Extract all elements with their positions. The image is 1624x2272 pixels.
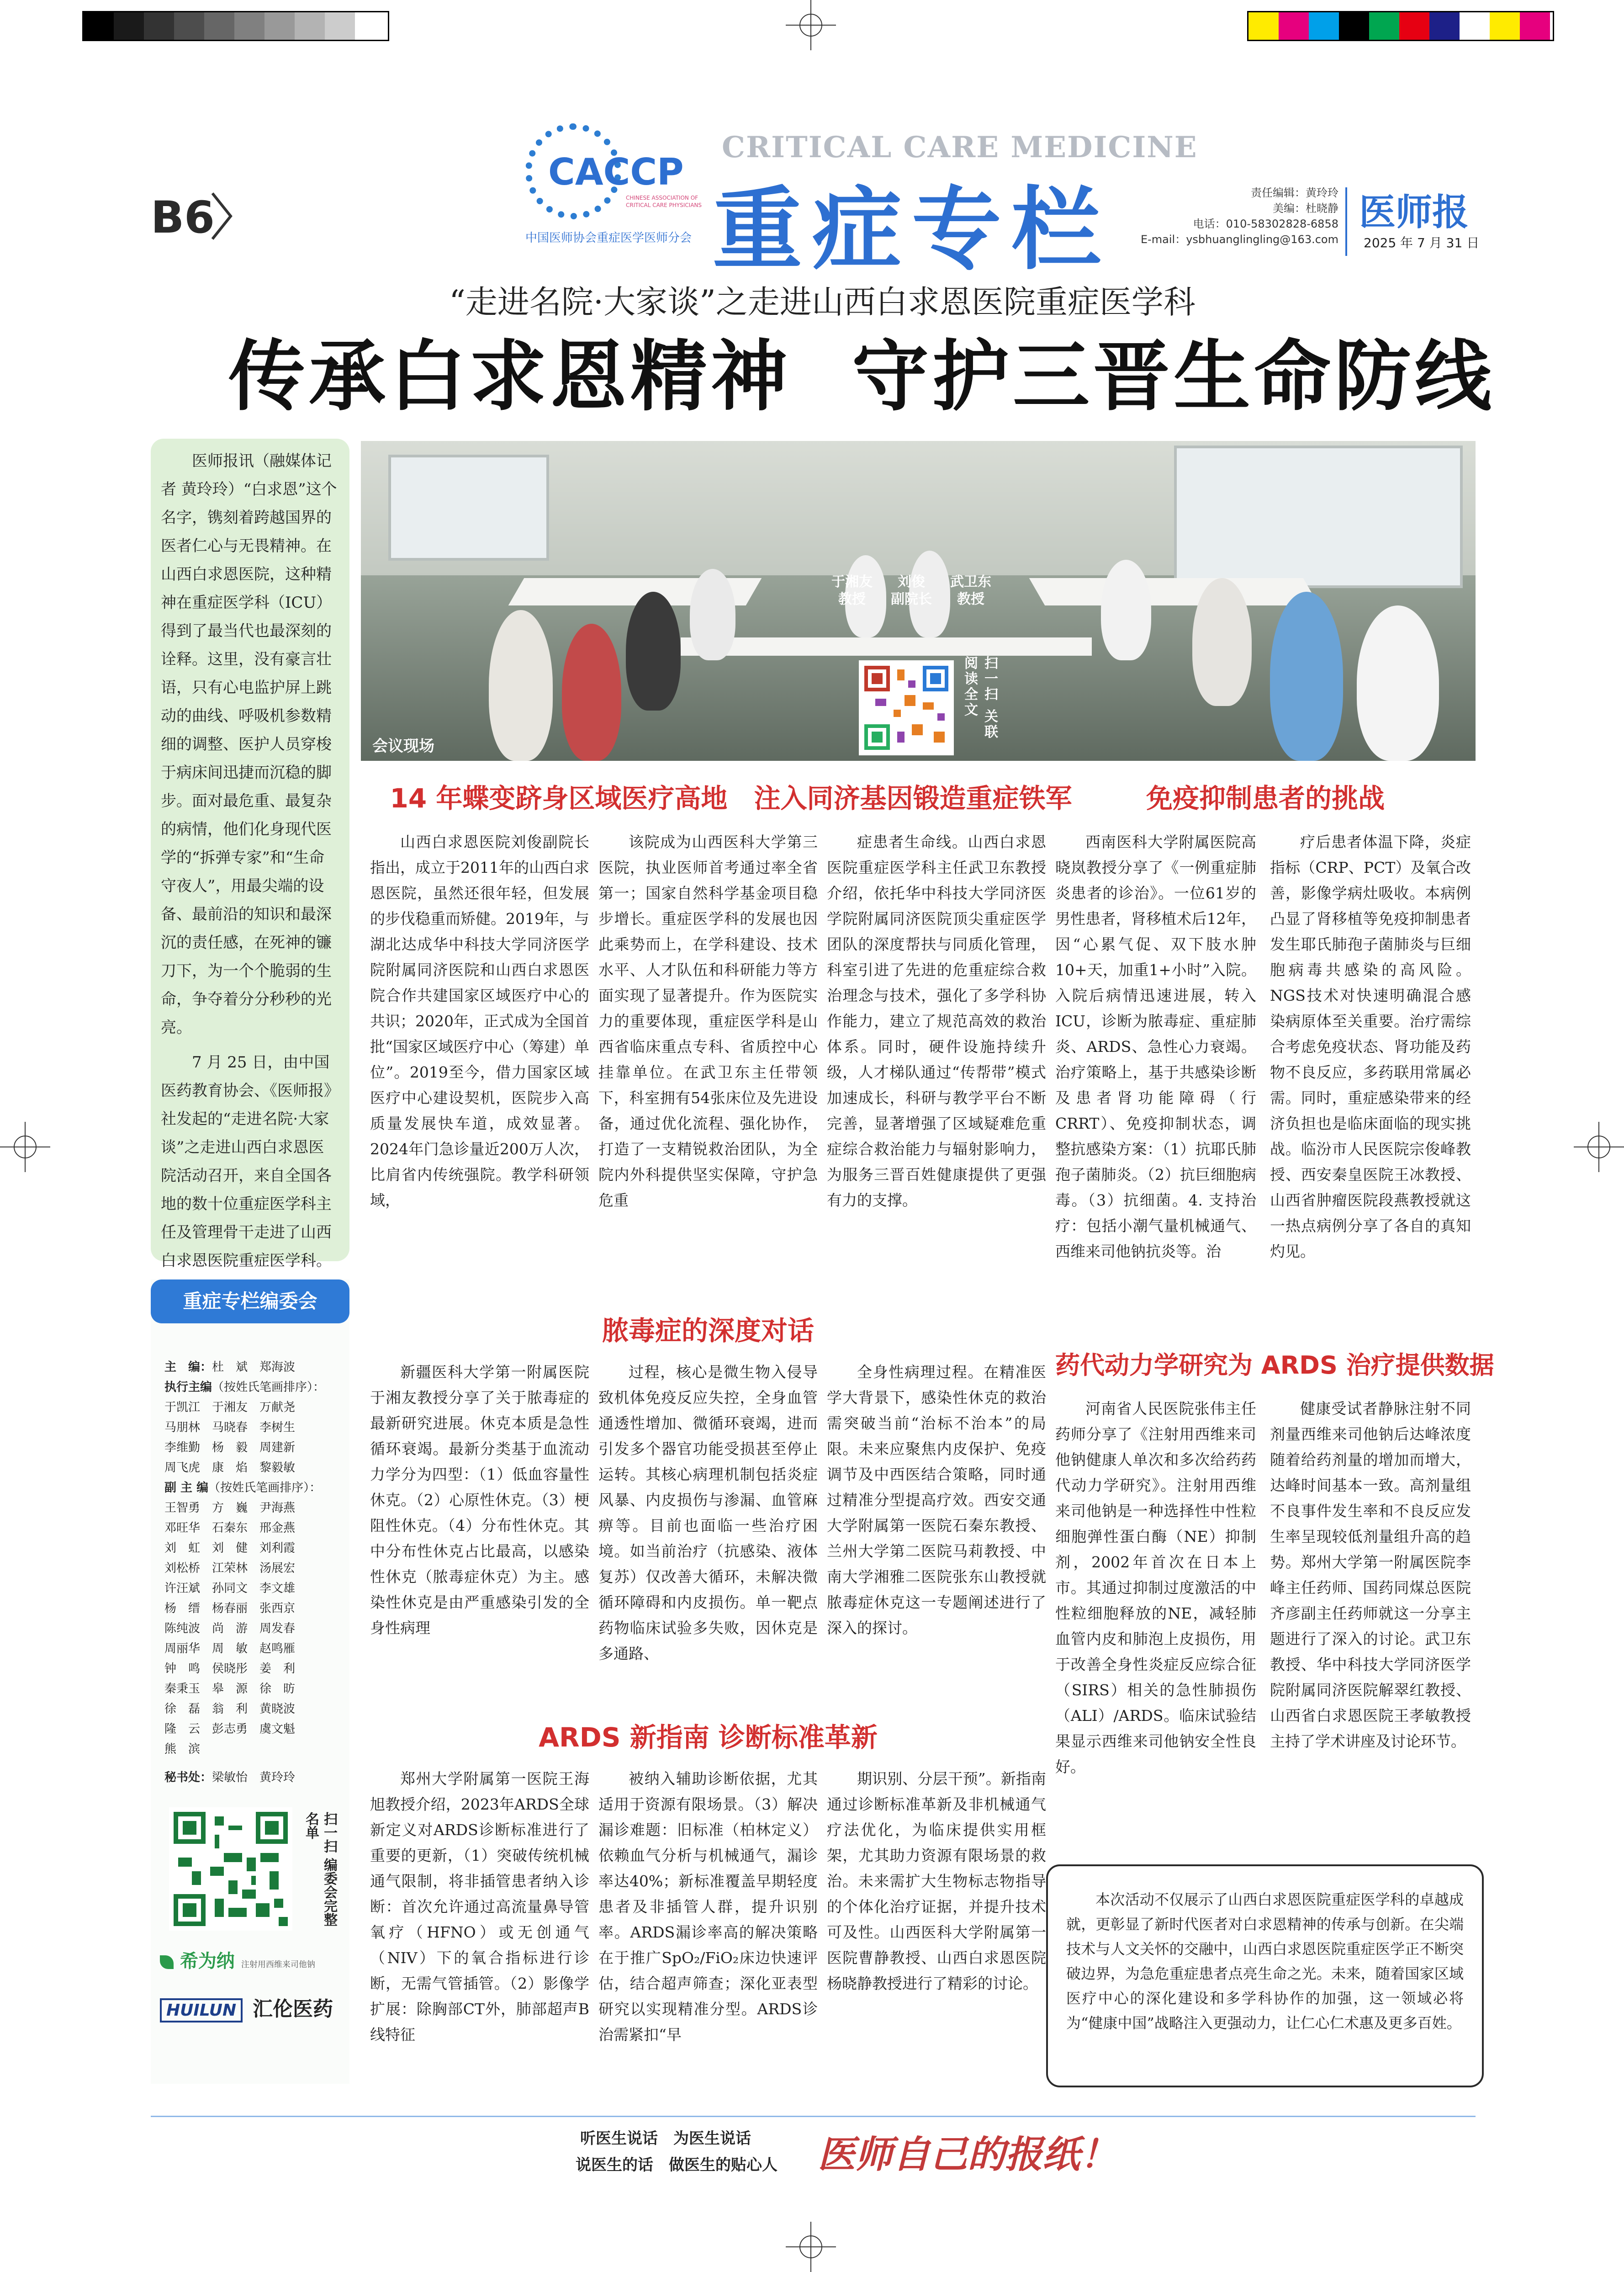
section4-title: 药代动力学研究为 ARDS 治疗提供数据	[1055, 1351, 1494, 1380]
ed-row: 周丽华 周 敏 赵鸣雁	[164, 1642, 296, 1656]
crosshair-mark-left	[0, 1122, 50, 1172]
crosshair-mark-right	[1574, 1122, 1624, 1172]
section2-title: 免疫抑制患者的挑战	[1146, 783, 1385, 814]
ed-row: 钟 鸣 侯晓彤 姜 利	[164, 1662, 296, 1676]
attendee	[1357, 605, 1439, 761]
color-registration-bar	[1247, 11, 1554, 41]
chevron-right-icon	[208, 191, 235, 241]
section1-col3: 症患者生命线。山西白求恩医院重症医学科主任武卫东教授介绍，依托华中科技大学同济医学院附属同济医院顶尖重症医学团队的深度帮扶与同质化管理，科室引进了先进的危重症综合救治理念与技术，强化了多学科协作能力，建立了规范高效的救治体系。同时，硬件设施持续升级，人才梯队通过“传帮带”模式加速成长，科研与教学平台不断完善，显著增强了区域疑难危重症综合救治能力与辐射影响力，为服务三晋百姓健康提供了更强有力的支撑。	[827, 833, 1046, 1209]
art-editor: 美编：杜晓静	[1273, 202, 1338, 215]
section4-col2: 健康受试者静脉注射不同剂量西维来司他钠后达峰浓度随着给药剂量的增加而增大，达峰时间基本一致。高剂量组不良事件发生率和不良反应发生率呈现较低剂量组升高的趋势。郑州大学第一附属医院李峰主任药师、国药同煤总医院齐彦副主任药师就这一分享主题进行了深入的讨论。武卫东教授、华中科技大学同济医学院附属同济医院解翠红教授、山西省白求恩医院王孝敏教授主持了学术讲座及讨论环节。	[1270, 1400, 1471, 1750]
sponsor-huilun: HUILUN 汇伦医药	[160, 1992, 333, 2023]
logo-text: CACCP	[548, 151, 684, 193]
editor-meta	[1133, 185, 1338, 247]
section1-col2: 该院成为山西医科大学第三医院，执业医师首考通过率全省第一；国家自然科学基金项目稳步增长。重症医学科的发展也因此乘势而上，在学科建设、技术水平、人才队伍和科研能力等方面实现了显著提升。作为医院实力的重要体现，重症医学科是山西省临床重点专科、省质控中心挂靠单位。在武卫东主任带领下，科室拥有54张床位及先进设备，通过优化流程、强化协作，打造了一支精锐救治团队，为全院内外科提供坚实保障，守护急危重	[598, 833, 818, 1209]
section5-col2: 被纳入辅助诊断依据，尤其适用于资源有限场景。（3）解决漏诊难题：旧标准（柏林定义）依赖血气分析与机械通气，漏诊率达40%；新标准覆盖早期轻度患者及非插管人群，提升识别率。ARDS漏诊率高的解决策略在于推广SpO₂/FiO₂床边快速评估，结合超声筛查；深化亚表型研究以实现精准分型。ARDS诊治需紧扣“早	[598, 1770, 818, 2044]
ed-row: 王智勇 方 巍 尹海燕	[164, 1501, 296, 1515]
kicker: “走进名院·大家谈”之走进山西白求恩医院重症医学科	[449, 283, 1196, 321]
editorial-board	[151, 1279, 349, 2084]
ed-row: 秘书处：梁敏怡 黄玲玲	[164, 1771, 296, 1784]
section3-col2: 过程，核心是微生物入侵导致机体免疫反应失控，全身血管通透性增加、微循环衰竭，进而引发多个器官功能受损甚至停止运转。其核心病理机制包括炎症风暴、内皮损伤与渗漏、血管麻痹等。目前也面临一些治疗困境。如当前治疗（抗感染、液体复苏）仅改善大循环，未解决微循环障碍和内皮损伤。单一靶点药物临床试验多失败，因休克是多通路、	[598, 1363, 818, 1662]
sidebar-paragraph-2: 7 月 25 日，由中国医药教育协会、《医师报》社发起的“走进名院·大家谈”之走进山西白求恩医院活动召开，来自全国各地的数十位重症医学科主任及管理骨干走进了山西白求恩医院重症医学科。	[161, 1053, 332, 1270]
ed-row: 熊 滨	[164, 1742, 201, 1756]
editorial-qr-code[interactable]	[169, 1807, 292, 1931]
ed-row: 邓旺华 石秦东 邢金燕	[164, 1521, 296, 1535]
meeting-photo	[361, 441, 1476, 761]
ed-row: 徐 磊 翁 利 黄晓波	[164, 1702, 296, 1716]
headline: 传承白求恩精神 守护三晋生命防线	[228, 332, 1495, 421]
section4-col1: 河南省人民医院张伟主任药师分享了《注射用西维来司他钠健康人单次和多次给药药代动力学研究》。注射用西维来司他钠是一种选择性中性粒细胞弹性蛋白酶（NE）抑制剂，2002年首次在日本上市。其通过抑制过度激活的中性粒细胞释放的NE，减轻肺血管内皮和肺泡上皮损伤，用于改善全身性炎症反应综合征（SIRS）相关的急性肺损伤（ALI）/ARDS。临床试验结果显示西维来司他钠安全性良好。	[1055, 1400, 1256, 1776]
attendee	[690, 569, 735, 660]
phone: 电话：010-58302828-6858	[1193, 218, 1338, 230]
leaf-icon	[160, 1955, 174, 1969]
photo-window	[388, 455, 549, 561]
ed-row: 副 主 编（按姓氏笔画排序）：	[164, 1481, 322, 1495]
section1-col1: 山西白求恩医院刘俊副院长指出，成立于2011年的山西白求恩医院，虽然还很年轻，但发展的步伐稳重而矫健。2019年，与湖北达成华中科技大学同济医学院附属同济医院和山西白求恩医院合作共建国家区域医疗中心的共识；2020年，正式成为全国首批“国家区域医疗中心（筹建）单位”。2019至今，借力国家区域医疗中心建设契机，医院步入高质量发展快车道，成效显著。2024年门急诊量近200万人次，比肩省内传统强院。教学科研领域，	[370, 833, 589, 1209]
sidebar-paragraph-1: 医师报讯（融媒体记者 黄玲玲）“白求恩”这个名字，镌刻着跨越国界的医者仁心与无畏精神。在山西白求恩医院，这种精神在重症医学科（ICU）得到了最当代也最深刻的诠释。这里，没有豪言壮语，只有心电监护屏上跳动的曲线、呼吸机参数精细的调整、医护人员穿梭于病床间迅捷而沉稳的脚步。面对最危重、最复杂的病情，他们化身现代医学的“拆弹专家”和“生命守夜人”，用最尖端的设备、最前沿的知识和最深沉的责任感，在死神的镰刀下，为一个个脆弱的生命，争夺着分分秒秒的光亮。	[161, 452, 337, 1037]
logo-subtitle-en: CHINESE ASSOCIATION OF CRITICAL CARE PHYSICIANS	[626, 195, 702, 208]
attendee	[1101, 560, 1151, 660]
ed-row: 执行主编（按姓氏笔画排序）：	[164, 1380, 325, 1394]
section5-col3: 期识别、分层干预”。新指南通过诊断标准革新及非机械通气疗法优化，为临床提供实用框架，尤其助力资源有限场景的救治。未来需扩大生物标志物指导的个体化治疗证据，并提升技术可及性。山西医科大学附属第一医院曹静教授、山西白求恩医院杨晓静教授进行了精彩的讨论。	[827, 1770, 1046, 1992]
photo-table-front	[681, 637, 1092, 656]
photo-table-right	[1029, 578, 1319, 605]
grayscale-registration-bar	[82, 11, 389, 41]
section5-title: ARDS 新指南 诊断标准革新	[539, 1722, 878, 1753]
issue-date: 2025 年 7 月 31 日	[1364, 235, 1480, 250]
footer-line-1: 听医生说话 为医生说话	[580, 2129, 751, 2148]
ed-row: 许汪斌 孙同文 李文雄	[164, 1582, 296, 1595]
ed-row: 周飞虎 康 焰 黎毅敏	[164, 1461, 296, 1475]
caccp-logo	[521, 114, 713, 251]
editorial-board-tab: 重症专栏编委会	[151, 1279, 349, 1323]
summary-box	[1046, 1864, 1484, 2087]
ed-row: 陈纯波 尚 游 周发春	[164, 1622, 296, 1635]
attendee	[1192, 578, 1252, 706]
ed-row: 于凯江 于湘友 万献尧	[164, 1401, 296, 1414]
section2-col2: 疗后患者体温下降，炎症指标（CRP、PCT）及氧合改善，影像学病灶吸收。本病例凸显了肾移植等免疫抑制患者发生耶氏肺孢子菌肺炎与巨细胞病毒共感染的高风险。NGS技术对快速明确混合感染病原体至关重要。治疗需综合考虑免疫状态、肾功能及药物不良反应，多药联用常属必需。同时，重症感染带来的经济负担也是临床面临的现实挑战。临汾市人民医院宗俊峰教授、西安秦皇医院王冰教授、山西省肿瘤医院段燕教授就这一热点病例分享了各自的真知灼见。	[1270, 833, 1471, 1260]
header-divider	[1345, 187, 1347, 256]
summary-text: 本次活动不仅展示了山西白求恩医院重症医学科的卓越成就，更彰显了新时代医者对白求恩精神的传承与创新。在尖端技术与人文关怀的交融中，山西白求恩医院重症医学正不断突破边界，为急危重症患者点亮生命之光。未来，随着国家区域医疗中心的深化建设和多学科协作的加强，这一领域必将为“健康中国”战略注入更强动力，让仁心仁术惠及更多百姓。	[1066, 1891, 1464, 2032]
footer-line-2: 说医生的话 做医生的贴心人	[576, 2156, 778, 2174]
attendee	[489, 610, 553, 761]
ed-row: 隆 云 彭志勇 虞文魁	[164, 1722, 296, 1736]
photo-window	[1174, 446, 1463, 588]
crosshair-mark-bottom	[786, 2222, 836, 2272]
attendee	[626, 592, 681, 711]
crosshair-mark-top	[786, 0, 836, 50]
logo-subtitle-cn: 中国医师协会重症医学医师分会	[525, 231, 692, 245]
masthead-en: CRITICAL CARE MEDICINE	[722, 130, 1198, 165]
page-number: B6	[151, 192, 215, 243]
name-tag-3: 武卫东 教授	[950, 574, 991, 607]
email: E-mail：ysbhuanglingling@163.com	[1140, 233, 1338, 246]
lead-sidebar	[151, 439, 349, 1270]
footer-rule	[151, 2116, 1476, 2117]
ed-row: 刘松桥 江荣林 汤展宏	[164, 1561, 296, 1575]
attendee	[1270, 592, 1343, 761]
name-tag-2: 刘俊 副院长	[891, 574, 932, 607]
attendee	[562, 624, 621, 761]
editor-in-charge: 责任编辑：黄玲玲	[1251, 186, 1338, 199]
paper-name: 医师报	[1359, 191, 1469, 234]
section3-col3: 全身性病理过程。在精准医学大背景下，感染性休克的救治需突破当前“治标不治本”的局限。未来应聚焦内皮保护、免疫调节及中西医结合策略，同时通过精准分型提高疗效。西安交通大学附属第一医院石秦东教授、兰州大学第二医院马莉教授、中南大学湘雅二医院张东山教授就脓毒症休克这一专题阐述进行了深入的探讨。	[827, 1363, 1046, 1637]
sponsor-xiweina: 希为纳 注射用西维来司他钠	[160, 1947, 315, 1973]
section1-title: 14 年蝶变跻身区域医疗高地 注入同济基因锻造重症铁军	[390, 783, 1072, 814]
section3-col1: 新疆医科大学第一附属医院于湘友教授分享了关于脓毒症的最新研究进展。休克本质是急性循环衰竭。最新分类基于血流动力学分为四型：（1）低血容量性休克。（2）心原性休克。（3）梗阻性休克。（4）分布性休克。其中分布性休克占比最高，以感染性休克（脓毒症休克）为主。感染性休克是由严重感染引发的全身性病理	[370, 1363, 589, 1637]
editorial-board-list	[164, 1357, 347, 1788]
footer-slogan: 医师自己的报纸！	[818, 2133, 1117, 2176]
name-tag-1: 于湘友 教授	[831, 574, 873, 607]
ed-row: 李维勤 杨 毅 周建新	[164, 1441, 296, 1455]
section5-col1: 郑州大学附属第一医院王海旭教授介绍，2023年ARDS全球新定义对ARDS诊断标准进行了重要的更新，（1）突破传统机械通气限制，将非插管患者纳入诊断：首次允许通过高流量鼻导管氧疗（HFNO）或无创通气（NIV）下的氧合指标进行诊断，无需气管插管。（2）影像学扩展：除胸部CT外，肺部超声B线特征	[370, 1770, 589, 2044]
sidebar-text	[161, 447, 339, 1281]
ed-row: 刘 虹 刘 健 刘利霞	[164, 1541, 296, 1555]
ed-row: 马朋林 马晓春 李树生	[164, 1421, 296, 1434]
footer	[525, 2120, 1211, 2193]
masthead-cn: 重症专栏	[713, 178, 1111, 282]
ed-row: 秦秉玉 皋 源 徐 昉	[164, 1682, 296, 1696]
ed-row: 杨 缙 杨春丽 张西京	[164, 1602, 296, 1615]
section2-col1: 西南医科大学附属医院高晓岚教授分享了《一例重症肺炎患者的诊治》。一位61岁的男性患者，肾移植术后12年，因“心累气促、双下肢水肿10+天，加重1+小时”入院。入院后病情迅速进展，转入ICU，诊断为脓毒症、重症肺炎、ARDS、急性心力衰竭。治疗策略上，基于共感染诊断及患者肾功能障碍（行CRRT）、免疫抑制状态，调整抗感染方案：（1）抗耶氏肺孢子菌肺炎。（2）抗巨细胞病毒。（3）抗细菌。4. 支持治疗：包括小潮气量机械通气、西维来司他钠抗炎等。治	[1055, 833, 1256, 1260]
section3-title: 脓毒症的深度对话	[602, 1315, 814, 1346]
photo-caption: 会议现场	[372, 737, 434, 755]
article-qr-code[interactable]	[859, 660, 954, 755]
ed-row: 主 编：杜 斌 郑海波	[164, 1360, 296, 1374]
editorial-qr-caption: 扫一扫 编委会完整名单	[303, 1812, 337, 1927]
article-qr-caption: 扫一扫 关联阅读全文	[962, 656, 998, 740]
